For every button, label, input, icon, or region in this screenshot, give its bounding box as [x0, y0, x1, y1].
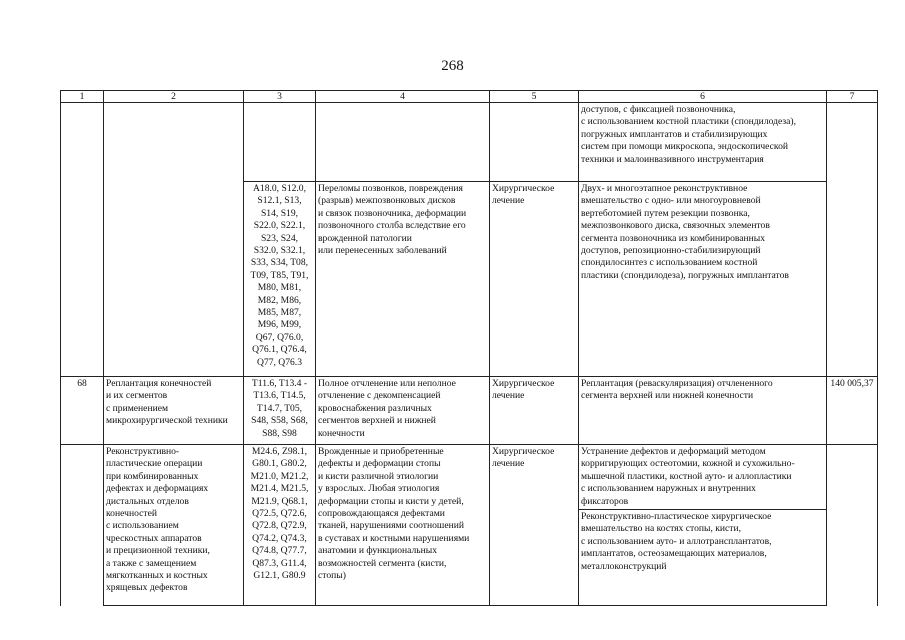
treatment-cell: Хирургическое лечение: [490, 377, 579, 445]
method-cell: Реплантация (реваскуляризация) отчлененного сегмента верхней или нижней конечности: [579, 377, 827, 445]
service-name-cell: Реконструктивно- пластические операции при комбинированных дефектах и деформациях дистальных отделов конечностей с использованием чрескостных аппаратов и прецизионной техники, а также с замещением мягкотканных и костных хрящевых дефектов: [104, 445, 244, 606]
table-row-spine: [61, 182, 878, 377]
method-cell: Двух- и многоэтапное реконструктивное вмешательство с одно- или многоуровневой вертеботомией путем резекции позвонка, межпозвонкового диска, связочных элементов сегмента позвоночника из комбинированных доступов, репозиционно-стабилизирующий спондилосинтез с использованием костной пластики (спондилодеза), погружных имплантатов: [579, 182, 827, 377]
medical-services-table: [60, 90, 878, 606]
column-header: 2: [104, 91, 244, 103]
diagnosis-codes-cell: T11.6, T13.4 - T13.6, T14.5, T14.7, T05, S48, S58, S68, S88, S98: [244, 377, 316, 445]
method-cell: Реконструктивно-пластическое хирургическое вмешательство на костях стопы, кисти, с использованием ауто- и аллотрансплантатов, имплантатов, остеозамещающих материалов, металлоконструкций: [579, 510, 827, 606]
table-row-reconstruct-a: [61, 445, 878, 510]
row-number: 68: [61, 377, 104, 445]
diagnosis-codes-cell: A18.0, S12.0, S12.1, S13, S14, S19, S22.0, S22.1, S23, S24, S32.0, S32.1, S33, S34, T08, T09, T85, T91, M80, M81, M82, M86, M85, M87, M96, M99, Q67, Q76.0, Q76.1, Q76.4, Q77, Q76.3: [244, 182, 316, 377]
column-header: 3: [244, 91, 316, 103]
table-row-68: [61, 377, 878, 445]
condition-cell: Полное отчленение или неполное отчленение с декомпенсацией кровоснабжения различных сегментов верхней и нижней конечности: [316, 377, 490, 445]
column-number-row: [61, 91, 878, 103]
table-row-continued: [61, 103, 878, 182]
treatment-cell: Хирургическое лечение: [490, 445, 579, 606]
method-cell: Устранение дефектов и деформаций методом корригирующих остеотомии, кожной и сухожильно- мышечной пластики, костной ауто- и аллопластики с использованием наружных и внутренних фиксаторов: [579, 445, 827, 510]
diagnosis-codes-cell: M24.6, Z98.1, G80.1, G80.2, M21.0, M21.2, M21.4, M21.5, M21.9, Q68.1, Q72.5, Q72.6, Q72.8, Q72.9, Q74.2, Q74.3, Q74.8, Q77.7, Q87.3, G11.4, G12.1, G80.9: [244, 445, 316, 606]
column-header: 4: [316, 91, 490, 103]
column-header: 1: [61, 91, 104, 103]
treatment-cell: Хирургическое лечение: [490, 182, 579, 377]
method-cell: доступов, с фиксацией позвоночника, с использованием костной пластики (спондилодеза), погружных имплантатов и стабилизирующих систем при помощи микроскопа, эндоскопической техники и малоинвазивного инструментария: [579, 103, 827, 182]
column-header: 7: [827, 91, 878, 103]
column-header: 5: [490, 91, 579, 103]
service-name-cell: Реплантация конечностей и их сегментов с применением микрохирургической техники: [104, 377, 244, 445]
condition-cell: Врожденные и приобретенные дефекты и деформации стопы и кисти различной этиологии у взрослых. Любая этиология деформации стопы и кисти у детей, сопровождающаяся дефектами тканей, нарушениями соотношений в суставах и костными нарушениями анатомии и функциональных возможностей сегмента (кисти, стопы): [316, 445, 490, 606]
cost-cell: 140 005,37: [827, 377, 878, 445]
condition-cell: Переломы позвонков, повреждения (разрыв) межпозвонковых дисков и связок позвоночника, деформации позвоночного столба вследствие его врожденной патологии или перенесенных заболеваний: [316, 182, 490, 377]
column-header: 6: [579, 91, 827, 103]
page-number: 268: [441, 58, 464, 74]
